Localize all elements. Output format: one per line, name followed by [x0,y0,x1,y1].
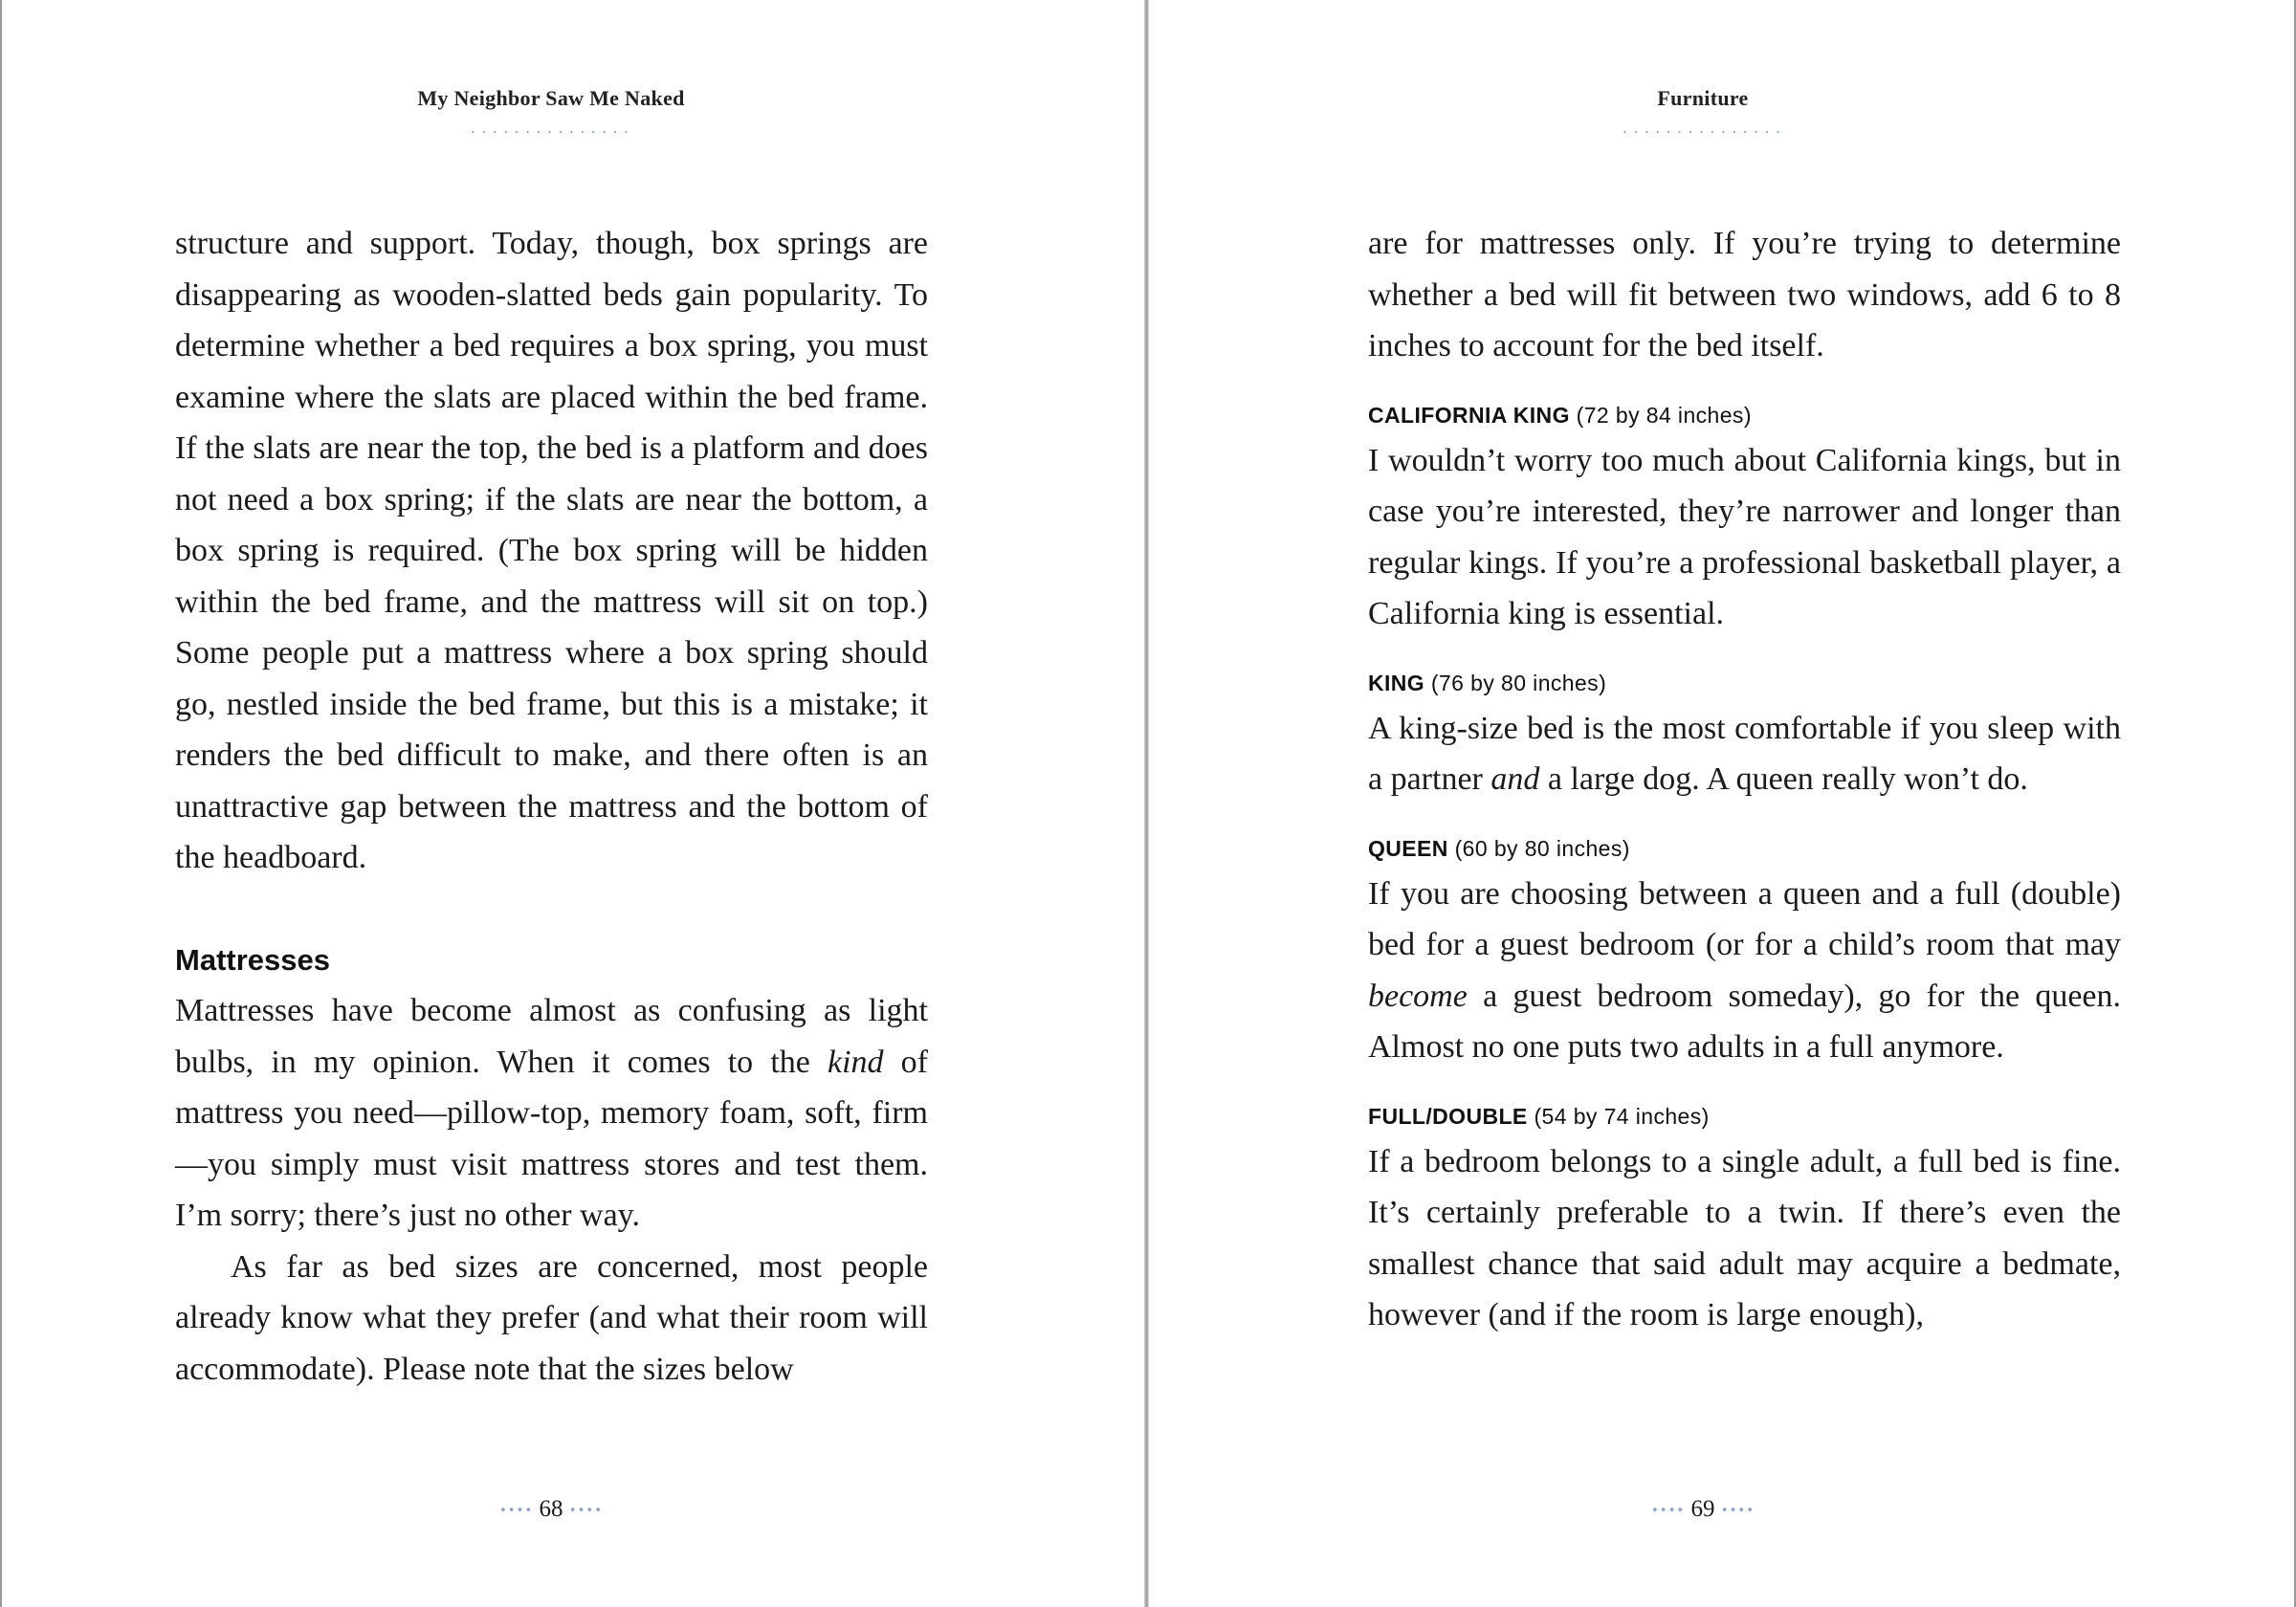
folio-ornament: •••• [498,1503,534,1518]
left-text-block [175,218,928,1395]
running-head-ornament-left: ............... [469,121,633,137]
paragraph-text: of mattress you need—pillow-top, memory foam, soft, firm—you simply must visit mattress stores and test them. I’m sorry; there’s just no other way. [175,1044,929,1233]
emphasis-text: and [1490,761,1540,797]
body-paragraph [175,985,928,1242]
size-heading-king [1368,669,2121,697]
size-dimensions: (72 by 84 inches) [1569,402,1752,428]
right-page [1148,0,2296,1607]
folio-ornament: •••• [1720,1503,1755,1518]
running-head-left: My Neighbor Saw Me Naked [417,86,685,110]
size-dimensions: (76 by 80 inches) [1424,670,1607,695]
body-paragraph: If a bedroom belongs to a single adult, a full bed is fine. It’s certainly preferable to a twin. If there’s even the smallest chance that said adult may acquire a bedmate, however (and if the room is large enough), [1368,1143,2121,1332]
emphasis-text: become [1368,978,1468,1014]
paragraph-text: a guest bedroom someday), go for the queen. Almost no one puts two adults in a full anymore. [1368,978,2121,1065]
body-paragraph [1368,869,2121,1073]
body-paragraph: I wouldn’t worry too much about California kings, but in case you’re interested, they’re narrower and longer than regular kings. If you’re a professional basketball player, a California king is essential. [1368,442,2121,631]
size-heading-full-double [1368,1102,2121,1131]
size-heading-california-king [1368,401,2121,429]
paragraph-text: Mattresses have become almost as confusing as light bulbs, in my opinion. When it comes to the [175,993,928,1080]
size-dimensions: (54 by 74 inches) [1527,1103,1710,1129]
running-head-ornament-right: ............... [1621,121,1785,137]
section-heading-mattresses: Mattresses [175,942,330,977]
folio-ornament: •••• [1650,1503,1686,1518]
paragraph-text: If you are choosing between a queen and a full (double) bed for a guest bedroom (or for a child’s room that may [1368,875,2121,962]
body-paragraph: As far as bed sizes are concerned, most people already know what they prefer (and what their room will accommodate). Please note that the sizes below [175,1248,928,1387]
size-name: KING [1368,670,1425,695]
body-paragraph [1368,703,2121,805]
page-footer-left [0,1496,1125,1523]
size-name: CALIFORNIA KING [1368,402,1570,428]
page-number: 69 [1690,1496,1715,1522]
page-footer-right [1129,1496,2277,1523]
size-name: FULL/DOUBLE [1368,1103,1528,1129]
paragraph-text: A king-size bed is the most comfortable if you sleep with a partner [1368,710,2121,797]
right-text-block [1368,218,2121,1341]
body-paragraph: structure and support. Today, though, box springs are disappearing as wooden-slatted beds gain popularity. To determine whether a bed requires a box spring, you must examine where the slats are placed within the bed frame. If the slats are near the top, the bed is a platform and does not need a box spring; if the slats are near the bottom, a box spring is required. (The box spring will be hidden within the bed frame, and the mattress will sit on top.) Some people put a mattress where a box spring should go, nestled inside the bed frame, but this is a mistake; it renders the bed difficult to make, and there often is an unattractive gap between the mattress and the bottom of the headboard. [175,226,928,875]
size-name: QUEEN [1368,835,1448,861]
folio-ornament: •••• [568,1503,604,1518]
page-gutter [1144,0,1149,1607]
paragraph-text: a large dog. A queen really won’t do. [1539,761,2028,797]
page-number: 68 [539,1496,563,1522]
left-page-edge [0,0,2,1607]
emphasis-text: kind [828,1044,884,1080]
running-head-right: Furniture [1657,86,1749,110]
size-dimensions: (60 by 80 inches) [1447,835,1630,861]
body-paragraph: are for mattresses only. If you’re trying to determine whether a bed will fit between two windows, add 6 to 8 inches to account for the bed itself. [1368,226,2121,363]
size-heading-queen [1368,834,2121,863]
